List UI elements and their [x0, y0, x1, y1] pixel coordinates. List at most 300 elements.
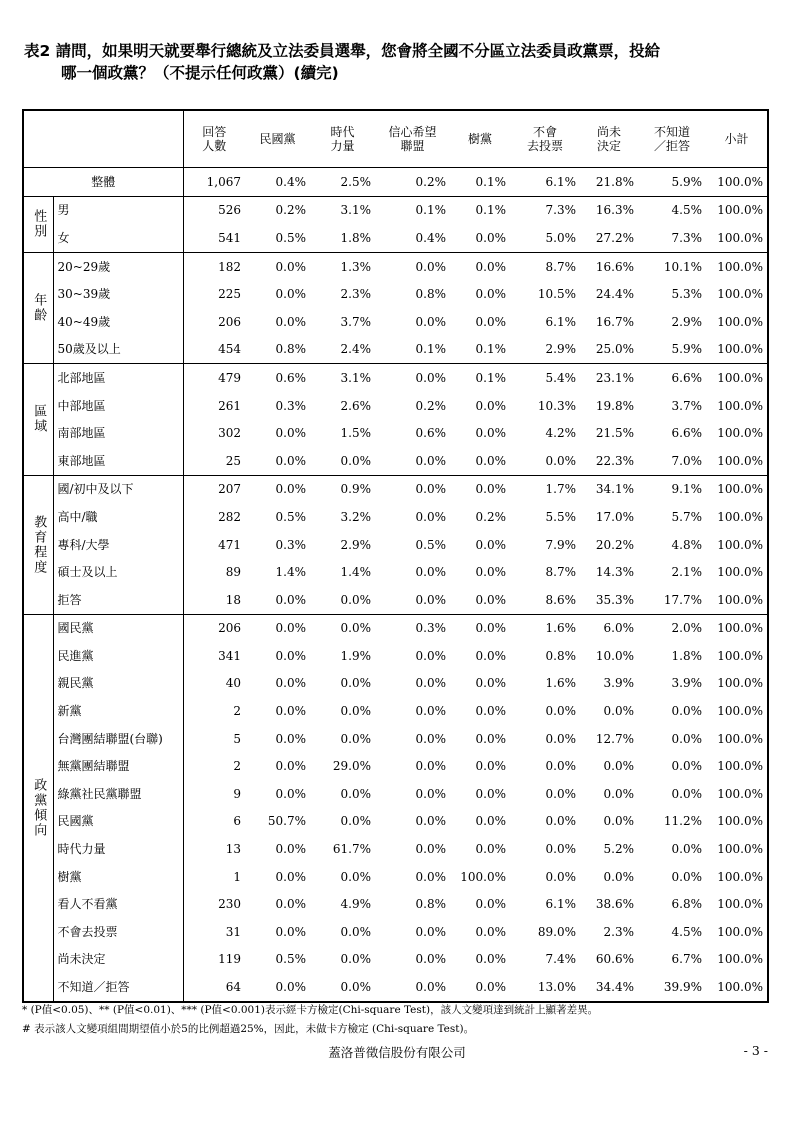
table-cell: 3.1%: [340, 203, 371, 218]
table-cell: 0.0%: [475, 704, 506, 719]
table-cell: 0.0%: [475, 897, 506, 912]
table-cell: 0.0%: [340, 731, 371, 746]
table-cell: 100.0%: [717, 592, 763, 607]
table-cell: 0.9%: [310, 475, 375, 503]
table-cell: 1.6%: [545, 676, 576, 691]
table-cell: 0.0%: [415, 980, 446, 995]
table-cell: 2.3%: [340, 287, 371, 302]
table-cell: 0.0%: [415, 952, 446, 967]
table-cell: 1.8%: [671, 648, 702, 663]
table-cell: 0.0%: [275, 924, 306, 939]
table-cell: 0.0%: [275, 980, 306, 995]
row-label: 40~49歲: [57, 314, 111, 329]
column-header: 小計: [706, 110, 768, 168]
table-cell: 100.0%: [717, 731, 763, 746]
table-row: [23, 392, 768, 420]
table-cell: 0.0%: [275, 842, 306, 857]
table-cell: 5.3%: [671, 287, 702, 302]
table-cell: 100.0%: [717, 676, 763, 691]
table-cell: 0.0%: [275, 426, 306, 441]
table-cell: 2: [183, 752, 245, 780]
row-label: 尚未決定: [57, 952, 106, 967]
row-label: 中部地區: [57, 398, 106, 413]
row-label: 新黨: [57, 704, 82, 719]
table-cell: 0.5%: [275, 952, 306, 967]
table-row: [23, 336, 768, 364]
table-cell: 0.0%: [275, 731, 306, 746]
table-row: [23, 503, 768, 531]
table-cell: 207: [183, 475, 245, 503]
table-cell: 206: [183, 308, 245, 336]
table-cell: 21.8%: [580, 168, 638, 197]
table-cell: 6.0%: [580, 614, 638, 642]
row-label: 民國黨: [57, 814, 94, 829]
table-cell: 2.3%: [603, 924, 634, 939]
table-cell: 100.0%: [717, 287, 763, 302]
table-cell: 100.0%: [717, 453, 763, 468]
table-cell: 5.5%: [545, 509, 576, 524]
table-cell: 0.0%: [415, 509, 446, 524]
table-cell: 282: [183, 503, 245, 531]
table-cell: 0.8%: [415, 287, 446, 302]
table-cell: 0.0%: [603, 869, 634, 884]
table-cell: 9: [183, 780, 245, 808]
table-cell: 6: [183, 808, 245, 836]
table-cell: 0.0%: [275, 869, 306, 884]
table-cell: 100.0%: [706, 168, 768, 197]
table-cell: 17.7%: [663, 592, 702, 607]
table-cell: 3.9%: [671, 676, 702, 691]
table-cell: 100.0%: [717, 897, 763, 912]
table-cell: 5.7%: [671, 509, 702, 524]
table-cell: 18: [183, 586, 245, 614]
table-cell: 61.7%: [332, 842, 371, 857]
table-cell: 0.0%: [475, 592, 506, 607]
table-cell: 0.5%: [275, 509, 306, 524]
table-cell: 2.9%: [671, 314, 702, 329]
table-cell: 4.8%: [671, 537, 702, 552]
note-significance: * (P值<0.05)、** (P值<0.01)、*** (P值<0.001)表示經卡方檢定(Chi-square Test)，該人文變項達到統計上顯著差異。: [22, 1004, 599, 1016]
table-cell: 0.0%: [275, 592, 306, 607]
table-cell: 0.0%: [475, 731, 506, 746]
table-cell: 0.0%: [671, 842, 702, 857]
table-row: [23, 835, 768, 863]
group-label: 區域: [23, 364, 53, 475]
table-cell: 0.0%: [475, 648, 506, 663]
table-cell: 7.3%: [671, 230, 702, 245]
table-cell: 0.5%: [415, 537, 446, 552]
table-cell: 1,067: [183, 168, 245, 197]
table-cell: 0.0%: [340, 980, 371, 995]
table-cell: 0.0%: [245, 252, 310, 280]
table-cell: 526: [183, 196, 245, 224]
table-row: [23, 697, 768, 725]
table-cell: 10.0%: [595, 648, 634, 663]
table-row: [23, 364, 768, 392]
table-cell: 100.0%: [717, 565, 763, 580]
table-cell: 24.4%: [595, 287, 634, 302]
table-cell: 100.0%: [460, 869, 506, 884]
table-cell: 3.7%: [340, 314, 371, 329]
group-label: 年齡: [23, 252, 53, 363]
table-cell: 541: [183, 224, 245, 252]
table-cell: 8.7%: [545, 565, 576, 580]
column-header: 回答 人數: [183, 110, 245, 168]
table-cell: 100.0%: [706, 614, 768, 642]
group-label: 性別: [23, 196, 53, 252]
table-cell: 0.4%: [245, 168, 310, 197]
row-label: 綠黨社民黨聯盟: [57, 786, 142, 801]
table-cell: 0.3%: [375, 614, 450, 642]
table-cell: 0.4%: [415, 230, 446, 245]
table-cell: 21.5%: [595, 426, 634, 441]
row-label: 北部地區: [53, 364, 183, 392]
table-cell: 10.5%: [537, 287, 576, 302]
table-cell: 0.0%: [415, 759, 446, 774]
table-cell: 29.0%: [332, 759, 371, 774]
table-cell: 0.0%: [475, 786, 506, 801]
table-cell: 3.9%: [603, 676, 634, 691]
table-cell: 100.0%: [717, 759, 763, 774]
table-cell: 0.8%: [275, 342, 306, 357]
table-cell: 0.0%: [415, 565, 446, 580]
table-cell: 11.2%: [663, 814, 702, 829]
table-row: [23, 918, 768, 946]
table-cell: 0.0%: [545, 814, 576, 829]
table-cell: 2.4%: [340, 342, 371, 357]
table-cell: 2.5%: [310, 168, 375, 197]
table-cell: 0.0%: [375, 364, 450, 392]
table-cell: 7.4%: [545, 952, 576, 967]
row-label: 國/初中及以下: [53, 475, 183, 503]
table-cell: 5: [183, 725, 245, 753]
table-cell: 14.3%: [595, 565, 634, 580]
table-cell: 0.0%: [545, 759, 576, 774]
table-cell: 4.5%: [671, 203, 702, 218]
table-cell: 0.0%: [275, 314, 306, 329]
table-cell: 100.0%: [717, 537, 763, 552]
table-cell: 100.0%: [717, 648, 763, 663]
table-cell: 0.0%: [475, 314, 506, 329]
table-cell: 0.0%: [275, 676, 306, 691]
table-cell: 100.0%: [706, 364, 768, 392]
table-row: [23, 946, 768, 974]
table-cell: 100.0%: [717, 426, 763, 441]
table-cell: 50.7%: [267, 814, 306, 829]
table-cell: 0.0%: [340, 676, 371, 691]
table-cell: 471: [183, 531, 245, 559]
table-cell: 6.8%: [671, 897, 702, 912]
table-row: [23, 642, 768, 670]
row-label: 不知道／拒答: [57, 980, 130, 995]
title-line-1: 表2 請問，如果明天就要舉行總統及立法委員選舉，您會將全國不分區立法委員政黨票，投給: [24, 42, 661, 60]
table-cell: 0.2%: [275, 203, 306, 218]
table-cell: 0.0%: [415, 731, 446, 746]
table-cell: 89.0%: [537, 924, 576, 939]
table-row: [23, 224, 768, 252]
table-cell: 7.0%: [671, 453, 702, 468]
table-cell: 0.2%: [415, 398, 446, 413]
table-cell: 19.8%: [595, 398, 634, 413]
company-footer: 蓋洛普徵信股份有限公司: [328, 1045, 466, 1060]
table-cell: 6.7%: [671, 952, 702, 967]
table-cell: 0.0%: [340, 592, 371, 607]
note-chi-square: # 表示該人文變項組間期望值小於5的比例超過25%，因此，未做卡方檢定 (Chi-square Test)。: [22, 1023, 475, 1035]
table-cell: 0.0%: [340, 786, 371, 801]
table-cell: 454: [183, 336, 245, 364]
table-cell: 16.6%: [580, 252, 638, 280]
table-cell: 0.0%: [545, 453, 576, 468]
table-cell: 0.0%: [340, 924, 371, 939]
table-row: [23, 863, 768, 891]
table-cell: 0.0%: [275, 897, 306, 912]
table-cell: 34.1%: [580, 475, 638, 503]
row-label: 20~29歲: [53, 252, 183, 280]
table-cell: 0.0%: [603, 786, 634, 801]
column-header: 尚未 決定: [580, 110, 638, 168]
table-cell: 5.2%: [603, 842, 634, 857]
table-cell: 100.0%: [717, 509, 763, 524]
table-cell: 0.0%: [450, 475, 510, 503]
table-cell: 100.0%: [717, 203, 763, 218]
table-cell: 34.4%: [595, 980, 634, 995]
table-cell: 1.3%: [310, 252, 375, 280]
table-row: [23, 531, 768, 559]
table-cell: 100.0%: [717, 786, 763, 801]
table-cell: 0.3%: [275, 537, 306, 552]
table-cell: 0.6%: [245, 364, 310, 392]
table-cell: 0.0%: [415, 786, 446, 801]
table-cell: 0.0%: [545, 869, 576, 884]
table-cell: 9.1%: [638, 475, 706, 503]
table-cell: 100.0%: [717, 230, 763, 245]
table-cell: 5.9%: [671, 342, 702, 357]
table-cell: 0.0%: [671, 704, 702, 719]
table-cell: 0.1%: [475, 342, 506, 357]
table-cell: 0.0%: [375, 252, 450, 280]
table-row: [23, 725, 768, 753]
table-title: [24, 40, 764, 84]
table-cell: 38.6%: [595, 897, 634, 912]
table-cell: 0.0%: [275, 704, 306, 719]
table-row: [23, 558, 768, 586]
table-cell: 1.8%: [340, 230, 371, 245]
table-cell: 2.0%: [638, 614, 706, 642]
row-label: 南部地區: [57, 426, 106, 441]
table-cell: 22.3%: [595, 453, 634, 468]
table-cell: 0.0%: [475, 537, 506, 552]
table-cell: 182: [183, 252, 245, 280]
table-cell: 0.0%: [415, 704, 446, 719]
table-cell: 40: [183, 670, 245, 698]
table-cell: 20.2%: [595, 537, 634, 552]
table-cell: 64: [183, 973, 245, 1002]
table-cell: 100.0%: [717, 342, 763, 357]
table-cell: 6.6%: [638, 364, 706, 392]
table-cell: 0.0%: [415, 924, 446, 939]
table-cell: 0.0%: [603, 704, 634, 719]
table-cell: 100.0%: [717, 924, 763, 939]
table-row: [23, 196, 768, 224]
table-cell: 0.0%: [340, 952, 371, 967]
table-cell: 0.0%: [275, 759, 306, 774]
table-row: [23, 973, 768, 1002]
table-cell: 0.0%: [545, 731, 576, 746]
table-cell: 100.0%: [717, 398, 763, 413]
table-cell: 0.0%: [415, 592, 446, 607]
row-label: 時代力量: [57, 842, 106, 857]
row-label: 親民黨: [57, 676, 94, 691]
row-label: 30~39歲: [57, 287, 111, 302]
table-cell: 17.0%: [595, 509, 634, 524]
table-cell: 12.7%: [595, 731, 634, 746]
table-cell: 0.0%: [603, 814, 634, 829]
table-cell: 0.0%: [671, 786, 702, 801]
table-cell: 27.2%: [595, 230, 634, 245]
row-label: 拒答: [57, 592, 82, 607]
table-cell: 10.3%: [537, 398, 576, 413]
table-cell: 0.0%: [275, 287, 306, 302]
column-header: 不知道 ／拒答: [638, 110, 706, 168]
table-cell: 3.2%: [340, 509, 371, 524]
table-cell: 0.0%: [275, 648, 306, 663]
table-cell: 2.1%: [671, 565, 702, 580]
table-cell: 0.0%: [475, 952, 506, 967]
table-cell: 0.0%: [475, 230, 506, 245]
table-cell: 0.0%: [475, 924, 506, 939]
table-cell: 0.0%: [275, 786, 306, 801]
table-cell: 0.0%: [475, 980, 506, 995]
table-cell: 25: [183, 447, 245, 475]
table-cell: 0.0%: [415, 869, 446, 884]
table-cell: 8.6%: [545, 592, 576, 607]
table-cell: 261: [183, 392, 245, 420]
table-cell: 100.0%: [717, 704, 763, 719]
table-cell: 5.9%: [638, 168, 706, 197]
table-cell: 6.1%: [510, 168, 580, 197]
table-cell: 0.0%: [340, 814, 371, 829]
table-cell: 13: [183, 835, 245, 863]
table-cell: 2.9%: [545, 342, 576, 357]
table-cell: 0.0%: [475, 398, 506, 413]
row-label: 女: [57, 230, 70, 245]
table-cell: 0.0%: [415, 648, 446, 663]
table-cell: 0.0%: [245, 475, 310, 503]
table-cell: 0.1%: [450, 168, 510, 197]
column-header: 樹黨: [450, 110, 510, 168]
table-cell: 2.9%: [340, 537, 371, 552]
table-row: [23, 780, 768, 808]
row-label: 不會去投票: [57, 924, 118, 939]
table-row: [23, 586, 768, 614]
table-cell: 0.8%: [545, 648, 576, 663]
row-label: 無黨團結聯盟: [57, 759, 130, 774]
table-row: [23, 890, 768, 918]
table-cell: 100.0%: [717, 314, 763, 329]
table-cell: 0.0%: [340, 869, 371, 884]
table-cell: 1: [183, 863, 245, 891]
column-header: 時代 力量: [310, 110, 375, 168]
table-cell: 0.5%: [275, 230, 306, 245]
table-cell: 1.7%: [510, 475, 580, 503]
table-row: [23, 808, 768, 836]
table-cell: 0.3%: [275, 398, 306, 413]
table-cell: 302: [183, 419, 245, 447]
table-row: [23, 419, 768, 447]
table-cell: 6.1%: [545, 314, 576, 329]
table-cell: 1.9%: [340, 648, 371, 663]
table-cell: 0.0%: [310, 614, 375, 642]
row-label: 看人不看黨: [57, 897, 118, 912]
table-cell: 10.1%: [638, 252, 706, 280]
row-label: 男: [57, 203, 70, 218]
table-cell: 0.0%: [415, 453, 446, 468]
group-label: 教育程度: [23, 475, 53, 614]
table-cell: 0.0%: [545, 842, 576, 857]
table-cell: 0.0%: [545, 704, 576, 719]
table-cell: 60.6%: [595, 952, 634, 967]
table-cell: 0.0%: [415, 314, 446, 329]
table-cell: 0.1%: [475, 203, 506, 218]
table-cell: 0.0%: [671, 869, 702, 884]
table-cell: 2.6%: [340, 398, 371, 413]
table-cell: 0.0%: [475, 565, 506, 580]
table-cell: 0.1%: [415, 342, 446, 357]
table-cell: 0.0%: [475, 453, 506, 468]
table-cell: 2: [183, 697, 245, 725]
table-cell: 100.0%: [717, 980, 763, 995]
table-row: [23, 280, 768, 308]
row-label: 台灣團結聯盟(台聯): [57, 731, 163, 746]
table-cell: 1.4%: [340, 565, 371, 580]
table-cell: 0.0%: [450, 614, 510, 642]
table-row: [23, 752, 768, 780]
table-row: [23, 252, 768, 280]
row-label: 專科/大學: [57, 537, 110, 552]
table-cell: 3.1%: [310, 364, 375, 392]
table-cell: 0.0%: [671, 731, 702, 746]
table-cell: 341: [183, 642, 245, 670]
total-row: [23, 168, 768, 197]
table-cell: 1.4%: [275, 565, 306, 580]
table-cell: 25.0%: [595, 342, 634, 357]
table-row: [23, 475, 768, 503]
table-row: [23, 308, 768, 336]
table-cell: 0.0%: [545, 786, 576, 801]
table-cell: 16.3%: [595, 203, 634, 218]
table-cell: 225: [183, 280, 245, 308]
table-cell: 0.2%: [375, 168, 450, 197]
table-cell: 5.4%: [510, 364, 580, 392]
table-cell: 479: [183, 364, 245, 392]
table-cell: 0.0%: [475, 287, 506, 302]
table-cell: 5.0%: [545, 230, 576, 245]
column-header: 信心希望 聯盟: [375, 110, 450, 168]
table-cell: 8.7%: [510, 252, 580, 280]
table-cell: 100.0%: [717, 842, 763, 857]
table-row: [23, 447, 768, 475]
table-cell: 0.0%: [245, 614, 310, 642]
table-cell: 100.0%: [717, 814, 763, 829]
row-label: 樹黨: [57, 869, 82, 884]
table-cell: 0.0%: [375, 475, 450, 503]
table-cell: 0.0%: [475, 676, 506, 691]
table-cell: 7.3%: [545, 203, 576, 218]
table-cell: 0.6%: [415, 426, 446, 441]
table-cell: 6.6%: [671, 426, 702, 441]
table-cell: 0.0%: [475, 426, 506, 441]
notes: [22, 1001, 782, 1039]
